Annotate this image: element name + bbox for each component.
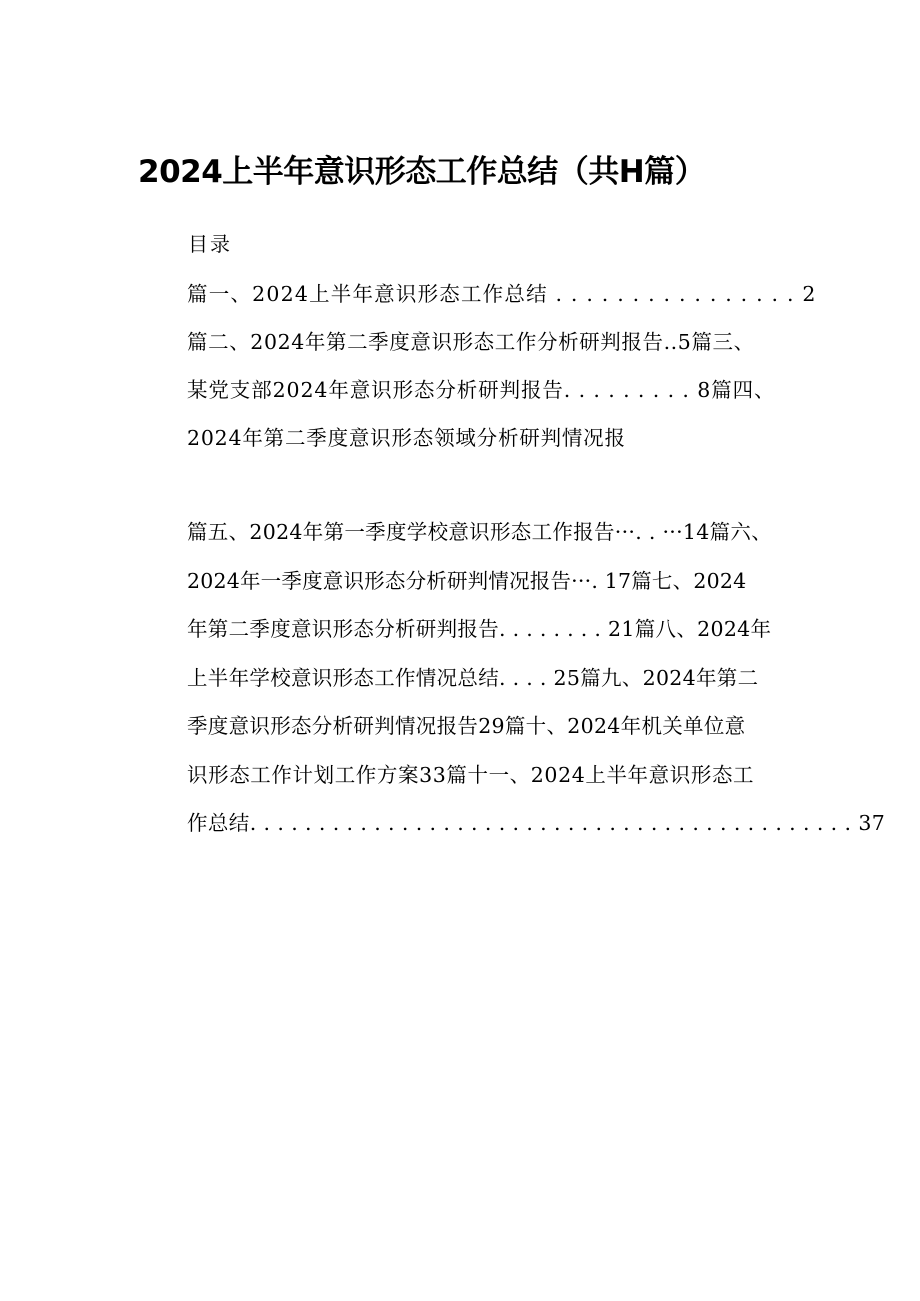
toc-line: 篇二、2024年第二季度意识形态工作分析研判报告..5篇三、 [187,330,755,354]
document-title: 2024上半年意识形态工作总结（共H篇） [138,154,706,190]
toc-line: 2024年第二季度意识形态领域分析研判情况报 [187,426,626,450]
toc-line: 识形态工作计划工作方案33篇十一、2024上半年意识形态工 [187,763,755,787]
toc-line: 上半年学校意识形态工作情况总结. . . . 25篇九、2024年第二 [187,666,759,690]
toc-line: 作总结. . . . . . . . . . . . . . . . . . . . . . . . . . . . . . . . . . . . . . . . . . . . 37 [187,811,886,835]
toc-line: 某党支部2024年意识形态分析研判报告. . . . . . . . . 8篇四、 [187,378,776,402]
toc-line: 2024年一季度意识形态分析研判情况报告···. 17篇七、2024 [187,569,747,593]
toc-line: 篇一、2024上半年意识形态工作总结 . . . . . . . . . . . . . . . . 2 [187,282,817,306]
toc-heading: 目录 [188,232,232,256]
toc-line: 篇五、2024年第一季度学校意识形态工作报告···. . ···14篇六、 [187,520,773,544]
toc-line: 年第二季度意识形态分析研判报告. . . . . . . . 21篇八、2024年 [187,617,772,641]
toc-line: 季度意识形态分析研判情况报告29篇十、2024年机关单位意 [187,714,746,738]
